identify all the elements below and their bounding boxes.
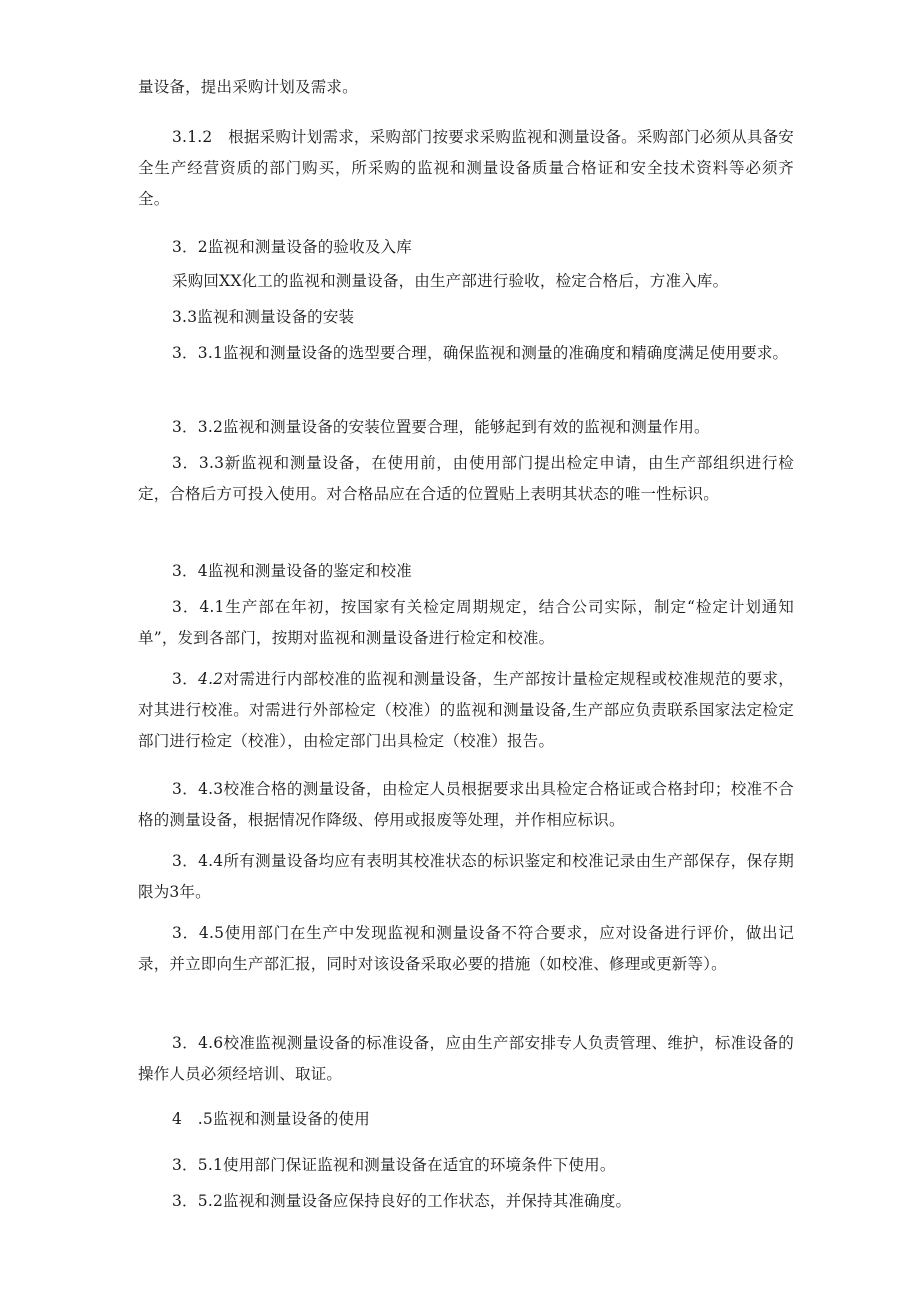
paragraph-3-2-body: 采购回XX化工的监视和测量设备，由生产部进行验收，检定合格后，方准入库。 xyxy=(172,272,729,290)
paragraph-3-4-2-number: 4.2 xyxy=(198,670,224,688)
paragraph-3-4-2-prefix: 3． xyxy=(172,670,199,688)
paragraph-3-4-5: 3．4.5使用部门在生产中发现监视和测量设备不符合要求，应对设备进行评价，做出记录，并立即向生产部汇报，同时对该设备采取必要的措施（如校准、修理或更新等）。 xyxy=(138,924,794,973)
paragraph-3-4-6: 3．4.6校准监视测量设备的标准设备，应由生产部安排专人负责管理、维护，标准设备的操作人员必须经培训、取证。 xyxy=(138,1034,794,1083)
paragraph-3-4-4: 3．4.4所有测量设备均应有表明其校准状态的标识鉴定和校准记录由生产部保存，保存期限为3年。 xyxy=(138,852,794,901)
paragraph-3-3-1: 3．3.1监视和测量设备的选型要合理，确保监视和测量的准确度和精确度满足使用要求。 xyxy=(172,344,789,362)
paragraph-3-4-3: 3．4.3校准合格的测量设备，由检定人员根据要求出具检定合格证或合格封印；校准不合格的测量设备，根据情况作降级、停用或报废等处理，并作相应标识。 xyxy=(138,780,794,829)
paragraph-3-1-2: 3.1.2 根据采购计划需求，采购部门按要求采购监视和测量设备。采购部门必须从具备安全生产经营资质的部门购买，所采购的监视和测量设备质量合格证和安全技术资料等必须齐全。 xyxy=(138,128,794,208)
paragraph-3-5-1: 3．5.1使用部门保证监视和测量设备在适宜的环境条件下使用。 xyxy=(172,1156,616,1174)
paragraph-3-5-2: 3．5.2监视和测量设备应保持良好的工作状态，并保持其准确度。 xyxy=(172,1192,632,1210)
paragraph-continuation: 量设备，提出采购计划及需求。 xyxy=(138,78,358,96)
heading-3-3: 3.3监视和测量设备的安装 xyxy=(172,308,355,326)
paragraph-3-4-1: 3．4.1生产部在年初，按国家有关检定周期规定，结合公司实际，制定“检定计划通知单”，发到各部门，按期对监视和测量设备进行检定和校准。 xyxy=(138,598,794,647)
heading-3-2: 3．2监视和测量设备的验收及入库 xyxy=(172,238,412,256)
paragraph-3-4-2-text: 对需进行内部校准的监视和测量设备，生产部按计量检定规程或校准规范的要求，对其进行校准。对需进行外部检定（校准）的监视和测量设备,生产部应负责联系国家法定检定部门进行检定（校准），由检定部门出具检定（校准）报告。 xyxy=(138,670,795,750)
paragraph-3-3-2: 3．3.2监视和测量设备的安装位置要合理，能够起到有效的监视和测量作用。 xyxy=(172,418,710,436)
heading-3-4: 3．4监视和测量设备的鉴定和校准 xyxy=(172,562,412,580)
heading-4-5: 4 .5监视和测量设备的使用 xyxy=(172,1110,370,1128)
paragraph-3-4-2 xyxy=(138,664,794,757)
paragraph-3-3-3: 3．3.3新监视和测量设备，在使用前，由使用部门提出检定申请，由生产部组织进行检定，合格后方可投入使用。对合格品应在合适的位置贴上表明其状态的唯一性标识。 xyxy=(138,454,794,503)
